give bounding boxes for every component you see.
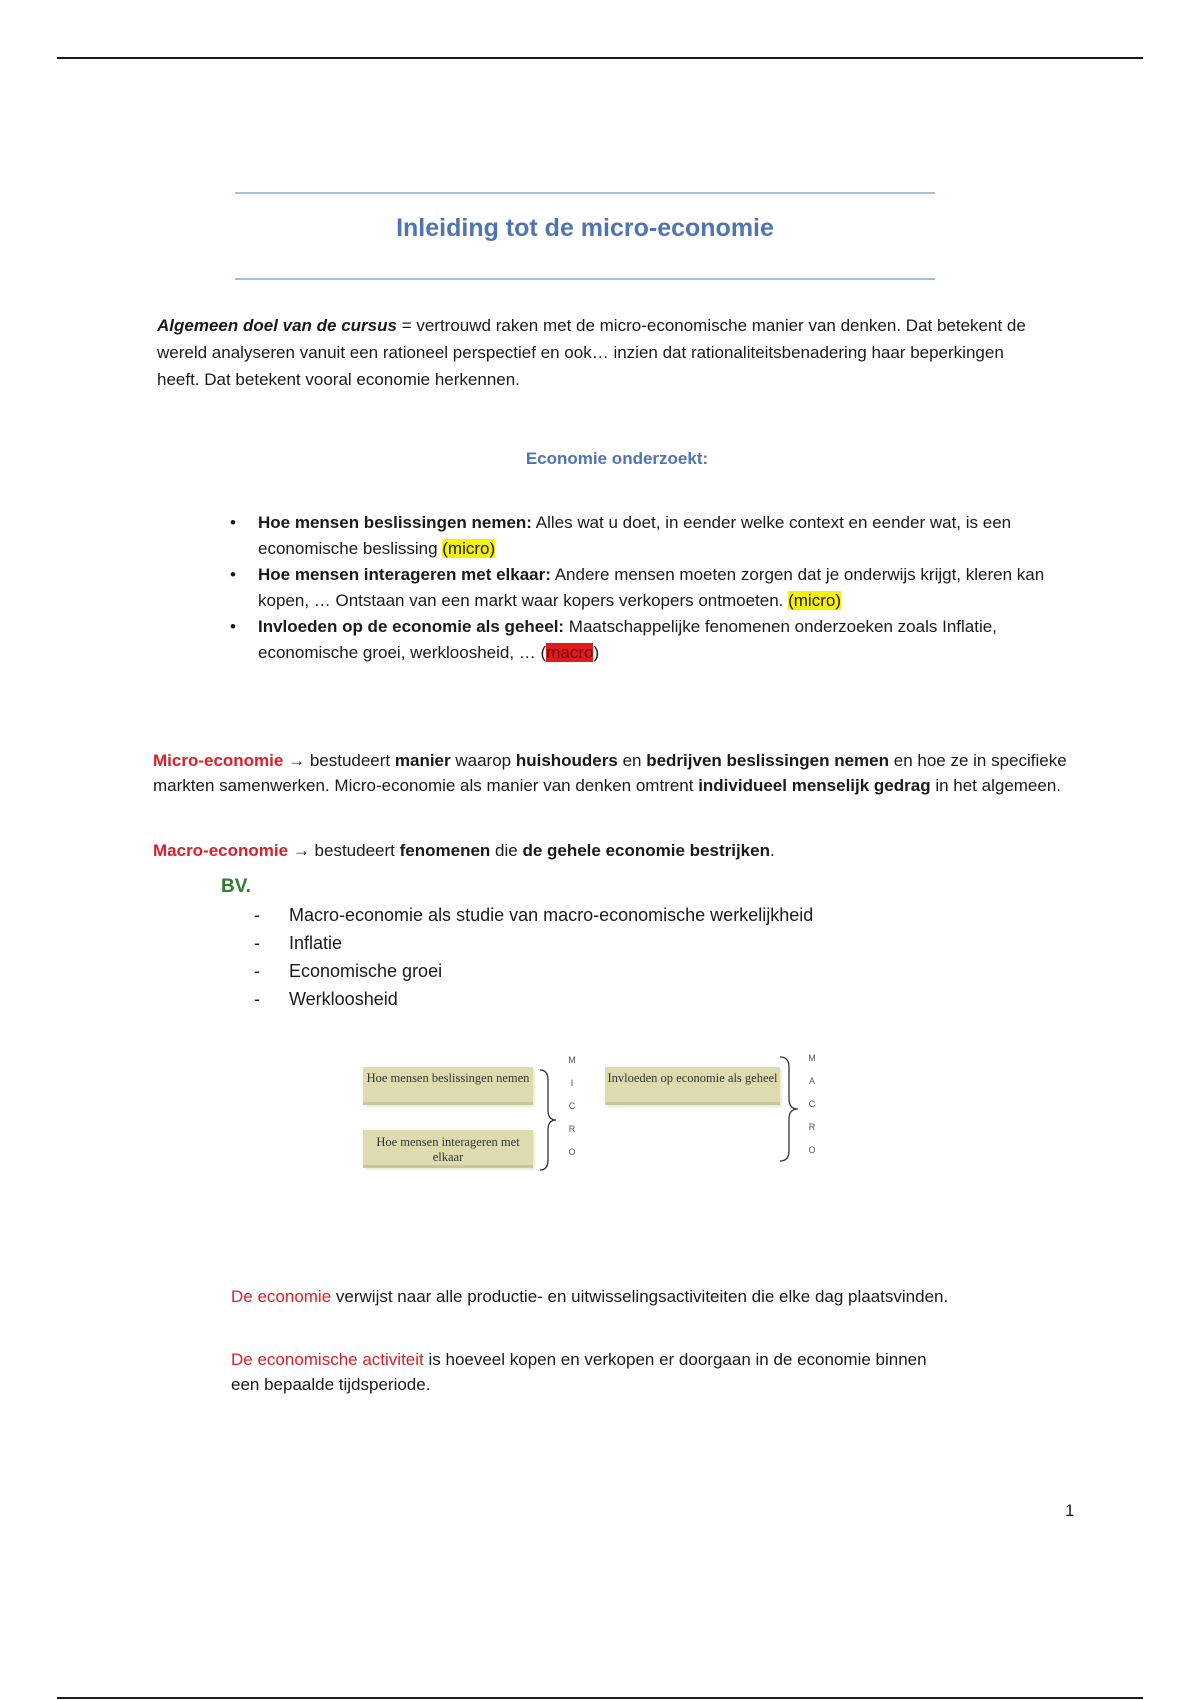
micro-letter: C [568, 1101, 576, 1111]
bullet-icon: • [230, 565, 236, 584]
list-item [254, 957, 813, 985]
micro-letter: I [570, 1078, 574, 1088]
diagram-box-interaction: Hoe mensen interageren met elkaar [363, 1130, 533, 1168]
bullet-icon: • [230, 513, 236, 532]
intro-paragraph [157, 312, 1037, 393]
diagram-box-decisions: Hoe mensen beslissingen nemen [363, 1067, 533, 1105]
list-item-text: Andere mensen moeten zorgen dat je onderwijs krijgt, kleren kan kopen, … Ontstaan van een markt waar kopers verkopers ontmoeten. [258, 565, 1045, 610]
macro-letter: A [808, 1076, 815, 1086]
list-item-text: Economische groei [289, 961, 443, 981]
bullet-icon: • [230, 617, 236, 636]
list-item-text: Macro-economie als studie van macro-economische werkelijkheid [289, 905, 814, 925]
list-item-label: Hoe mensen beslissingen nemen: [258, 513, 532, 532]
example-list [254, 901, 813, 1013]
economy-label: De economie [231, 1287, 332, 1306]
list-item [254, 985, 813, 1013]
micro-macro-diagram [360, 1050, 830, 1175]
text-span: waarop [450, 751, 516, 770]
bold-span: manier [394, 751, 451, 770]
economy-definition [231, 1283, 1131, 1310]
example-label: BV. [221, 876, 251, 897]
economic-activity-text: is hoeveel kopen en verkopen er doorgaan in de economie binnen een bepaalde tijdsperiode. [231, 1350, 927, 1394]
micro-letter: M [568, 1055, 576, 1065]
text-span: die [490, 841, 523, 860]
macro-definition [153, 837, 1073, 864]
list-item [254, 929, 813, 957]
list-item [230, 614, 1080, 666]
dash-icon: - [254, 961, 260, 981]
economy-text: verwijst naar alle productie- en uitwisselingsactiviteiten die elke dag plaatsvinden. [331, 1287, 949, 1306]
list-item-label: Invloeden op de economie als geheel: [258, 617, 565, 636]
paren-open: ( [540, 643, 547, 662]
macro-letter: O [808, 1145, 816, 1155]
micro-letter: R [568, 1124, 576, 1134]
arrow-icon: → [288, 841, 315, 860]
section-subheading: Economie onderzoekt: [525, 449, 709, 468]
bold-span: de gehele economie bestrijken [522, 841, 770, 860]
arrow-icon: → [283, 751, 310, 770]
macro-letter: R [808, 1122, 816, 1132]
dash-icon: - [254, 933, 260, 953]
bold-span: bedrijven beslissingen nemen [646, 751, 890, 770]
list-item [254, 901, 813, 929]
economic-activity-definition [231, 1347, 931, 1397]
text-span: in het algemeen. [930, 776, 1062, 795]
bold-span: huishouders [515, 751, 618, 770]
macro-tag: macro [546, 643, 594, 662]
text-span: bestudeert [309, 751, 395, 770]
page-top-border [57, 57, 1143, 59]
macro-brace-icon [778, 1055, 800, 1163]
micro-label: Micro-economie [153, 751, 284, 770]
macro-letter: C [808, 1099, 816, 1109]
micro-letter: O [568, 1147, 576, 1157]
bold-span: individueel menselijk gedrag [698, 776, 931, 795]
diagram-box-economy: Invloeden op economie als geheel [605, 1067, 780, 1105]
list-item [230, 510, 1080, 562]
macro-letter: M [808, 1053, 816, 1063]
list-item-label: Hoe mensen interageren met elkaar: [258, 565, 551, 584]
page-title: Inleiding tot de micro-economie [396, 214, 774, 242]
micro-tag: (micro) [788, 591, 841, 610]
bold-span: fenomenen [399, 841, 491, 860]
intro-text: = vertrouwd raken met de micro-economische manier van denken. Dat betekent de wereld analyseren vanuit een rationeel perspectief en ook… inzien dat rationaliteitsbenadering haar beperkingen heeft. Dat betekent vooral economie herkennen. [157, 316, 1026, 389]
text-span: en [617, 751, 647, 770]
micro-definition [153, 748, 1073, 798]
micro-brace-icon [538, 1068, 558, 1172]
list-item-text: Werkloosheid [289, 989, 398, 1009]
list-item-text: Maatschappelijke fenomenen onderzoeken zoals Inflatie, economische groei, werkloosheid, … [258, 617, 997, 662]
page-bottom-border [57, 1697, 1143, 1699]
paren-close: ) [593, 643, 600, 662]
economic-activity-label: De economische activiteit [231, 1350, 424, 1369]
list-item-text: Inflatie [289, 933, 343, 953]
list-item [230, 562, 1080, 614]
micro-tag: (micro) [442, 539, 496, 558]
page-number: 1 [1065, 1501, 1075, 1520]
text-span: en hoe ze in specifieke markten samenwerken. Micro-economie als manier van denken omtrent [153, 751, 1067, 795]
dash-icon: - [254, 905, 260, 925]
intro-label: Algemeen doel van de cursus [157, 316, 397, 335]
research-list [230, 510, 1080, 666]
title-rule-top [235, 192, 935, 194]
text-span: . [769, 841, 775, 860]
text-span: bestudeert [314, 841, 400, 860]
macro-label: Macro-economie [153, 841, 289, 860]
title-rule-bottom [235, 278, 935, 280]
dash-icon: - [254, 989, 260, 1009]
list-item-text: Alles wat u doet, in eender welke context en eender wat, is een economische beslissing [258, 513, 1012, 558]
